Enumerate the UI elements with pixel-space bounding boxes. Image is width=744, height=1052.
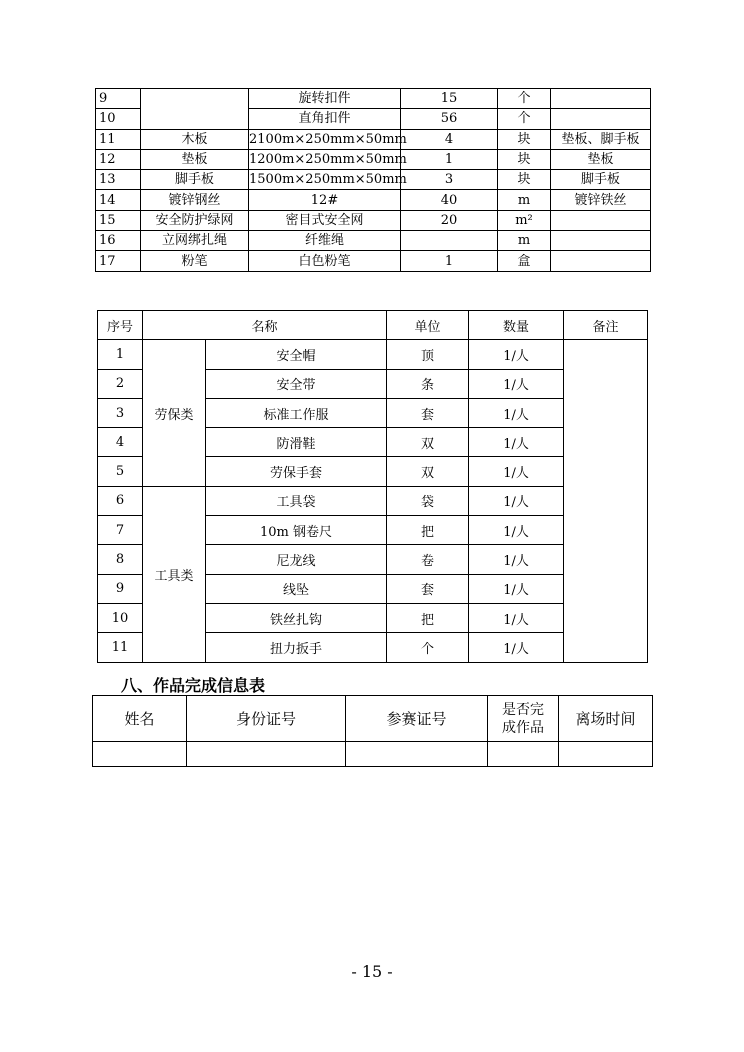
unit-cell: 个	[387, 633, 469, 662]
qty-cell: 1/人	[469, 633, 564, 662]
item-name: 扭力扳手	[206, 633, 387, 662]
qty-cell: 1/人	[469, 574, 564, 603]
row-number: 9	[98, 574, 143, 603]
cell-cert	[346, 742, 488, 767]
note-cell	[551, 251, 651, 271]
qty-cell	[401, 231, 498, 251]
table-row	[96, 129, 651, 149]
qty-cell: 20	[401, 210, 498, 230]
unit-cell: 盒	[498, 251, 551, 271]
note-cell	[551, 210, 651, 230]
qty-cell: 1/人	[469, 428, 564, 457]
unit-cell: m²	[498, 210, 551, 230]
category-cell: 立网绑扎绳	[141, 231, 249, 251]
spec-cell: 2100m×250mm×50mm	[249, 129, 401, 149]
category-cell: 脚手板	[141, 170, 249, 190]
spec-cell: 密目式安全网	[249, 210, 401, 230]
unit-cell: 套	[387, 574, 469, 603]
qty-cell: 1	[401, 149, 498, 169]
category-cell: 粉笔	[141, 251, 249, 271]
item-name: 防滑鞋	[206, 428, 387, 457]
note-cell: 垫板	[551, 149, 651, 169]
row-number: 7	[98, 516, 143, 545]
row-number: 17	[96, 251, 141, 271]
qty-cell: 1	[401, 251, 498, 271]
item-name: 安全帽	[206, 340, 387, 369]
unit-cell: 块	[498, 149, 551, 169]
row-number: 10	[98, 603, 143, 632]
spec-cell: 12#	[249, 190, 401, 210]
unit-cell: 块	[498, 170, 551, 190]
category-cell: 安全防护绿网	[141, 210, 249, 230]
unit-cell: m	[498, 190, 551, 210]
cell-id	[187, 742, 346, 767]
unit-cell: 双	[387, 428, 469, 457]
item-name: 尼龙线	[206, 545, 387, 574]
header-leave: 离场时间	[559, 696, 653, 742]
completion-info-table	[92, 695, 653, 767]
qty-cell: 15	[401, 89, 498, 109]
unit-cell: 个	[498, 89, 551, 109]
table-row	[96, 89, 651, 109]
cell-name	[93, 742, 187, 767]
row-number: 15	[96, 210, 141, 230]
ppe-tools-table	[97, 310, 648, 663]
row-number: 8	[98, 545, 143, 574]
unit-cell: 双	[387, 457, 469, 486]
table-header-row	[98, 311, 648, 340]
unit-cell: 顶	[387, 340, 469, 369]
page-number: - 15 -	[351, 962, 393, 981]
unit-cell: 袋	[387, 486, 469, 515]
row-number: 13	[96, 170, 141, 190]
table-row	[96, 149, 651, 169]
row-number: 14	[96, 190, 141, 210]
qty-cell: 1/人	[469, 486, 564, 515]
qty-cell: 1/人	[469, 340, 564, 369]
unit-cell: 块	[498, 129, 551, 149]
category-cell: 垫板	[141, 149, 249, 169]
header-unit: 单位	[387, 311, 469, 340]
qty-cell: 1/人	[469, 603, 564, 632]
item-name: 工具袋	[206, 486, 387, 515]
qty-cell: 1/人	[469, 369, 564, 398]
item-name: 劳保手套	[206, 457, 387, 486]
row-number: 11	[96, 129, 141, 149]
row-number: 1	[98, 340, 143, 369]
group-label: 工具类	[143, 486, 206, 662]
header-done-line1: 是否完	[502, 701, 544, 718]
note-cell	[564, 340, 648, 662]
table-row	[98, 340, 648, 369]
unit-cell: 把	[387, 516, 469, 545]
note-cell	[551, 89, 651, 109]
header-num: 序号	[98, 311, 143, 340]
row-number: 12	[96, 149, 141, 169]
row-number: 16	[96, 231, 141, 251]
table-row	[96, 210, 651, 230]
unit-cell: 条	[387, 369, 469, 398]
unit-cell: 个	[498, 109, 551, 129]
header-note: 备注	[564, 311, 648, 340]
header-done-line2: 成作品	[502, 719, 544, 736]
category-cell: 木板	[141, 129, 249, 149]
qty-cell: 1/人	[469, 545, 564, 574]
item-name: 标准工作服	[206, 398, 387, 427]
item-name: 线坠	[206, 574, 387, 603]
row-number: 3	[98, 398, 143, 427]
header-name: 姓名	[93, 696, 187, 742]
spec-cell: 直角扣件	[249, 109, 401, 129]
row-number: 5	[98, 457, 143, 486]
cell-leave	[559, 742, 653, 767]
item-name: 10m 钢卷尺	[206, 516, 387, 545]
header-qty: 数量	[469, 311, 564, 340]
qty-cell: 56	[401, 109, 498, 129]
table-row	[96, 190, 651, 210]
spec-cell: 纤维绳	[249, 231, 401, 251]
header-cert: 参赛证号	[346, 696, 488, 742]
header-id: 身份证号	[187, 696, 346, 742]
spec-cell: 白色粉笔	[249, 251, 401, 271]
category-cell	[141, 89, 249, 130]
qty-cell: 1/人	[469, 398, 564, 427]
qty-cell: 3	[401, 170, 498, 190]
item-name: 安全带	[206, 369, 387, 398]
unit-cell: 套	[387, 398, 469, 427]
unit-cell: 卷	[387, 545, 469, 574]
note-cell: 镀锌铁丝	[551, 190, 651, 210]
row-number: 4	[98, 428, 143, 457]
row-number: 6	[98, 486, 143, 515]
item-name: 铁丝扎钩	[206, 603, 387, 632]
note-cell: 垫板、脚手板	[551, 129, 651, 149]
spec-cell: 旋转扣件	[249, 89, 401, 109]
section-heading: 八、作品完成信息表	[121, 676, 266, 695]
table-row	[96, 170, 651, 190]
table-row	[96, 251, 651, 271]
header-done	[488, 696, 559, 742]
qty-cell: 4	[401, 129, 498, 149]
unit-cell: m	[498, 231, 551, 251]
qty-cell: 1/人	[469, 457, 564, 486]
table-header-row	[93, 696, 653, 742]
note-cell	[551, 231, 651, 251]
group-label: 劳保类	[143, 340, 206, 486]
note-cell: 脚手板	[551, 170, 651, 190]
note-cell	[551, 109, 651, 129]
unit-cell: 把	[387, 603, 469, 632]
table-row	[93, 742, 653, 767]
row-number: 11	[98, 633, 143, 662]
table-row	[96, 231, 651, 251]
materials-table-continued	[95, 88, 651, 272]
row-number: 10	[96, 109, 141, 129]
spec-cell: 1500m×250mm×50mm	[249, 170, 401, 190]
header-name: 名称	[143, 311, 387, 340]
category-cell: 镀锌钢丝	[141, 190, 249, 210]
row-number: 9	[96, 89, 141, 109]
spec-cell: 1200m×250mm×50mm	[249, 149, 401, 169]
qty-cell: 1/人	[469, 516, 564, 545]
qty-cell: 40	[401, 190, 498, 210]
row-number: 2	[98, 369, 143, 398]
cell-done	[488, 742, 559, 767]
